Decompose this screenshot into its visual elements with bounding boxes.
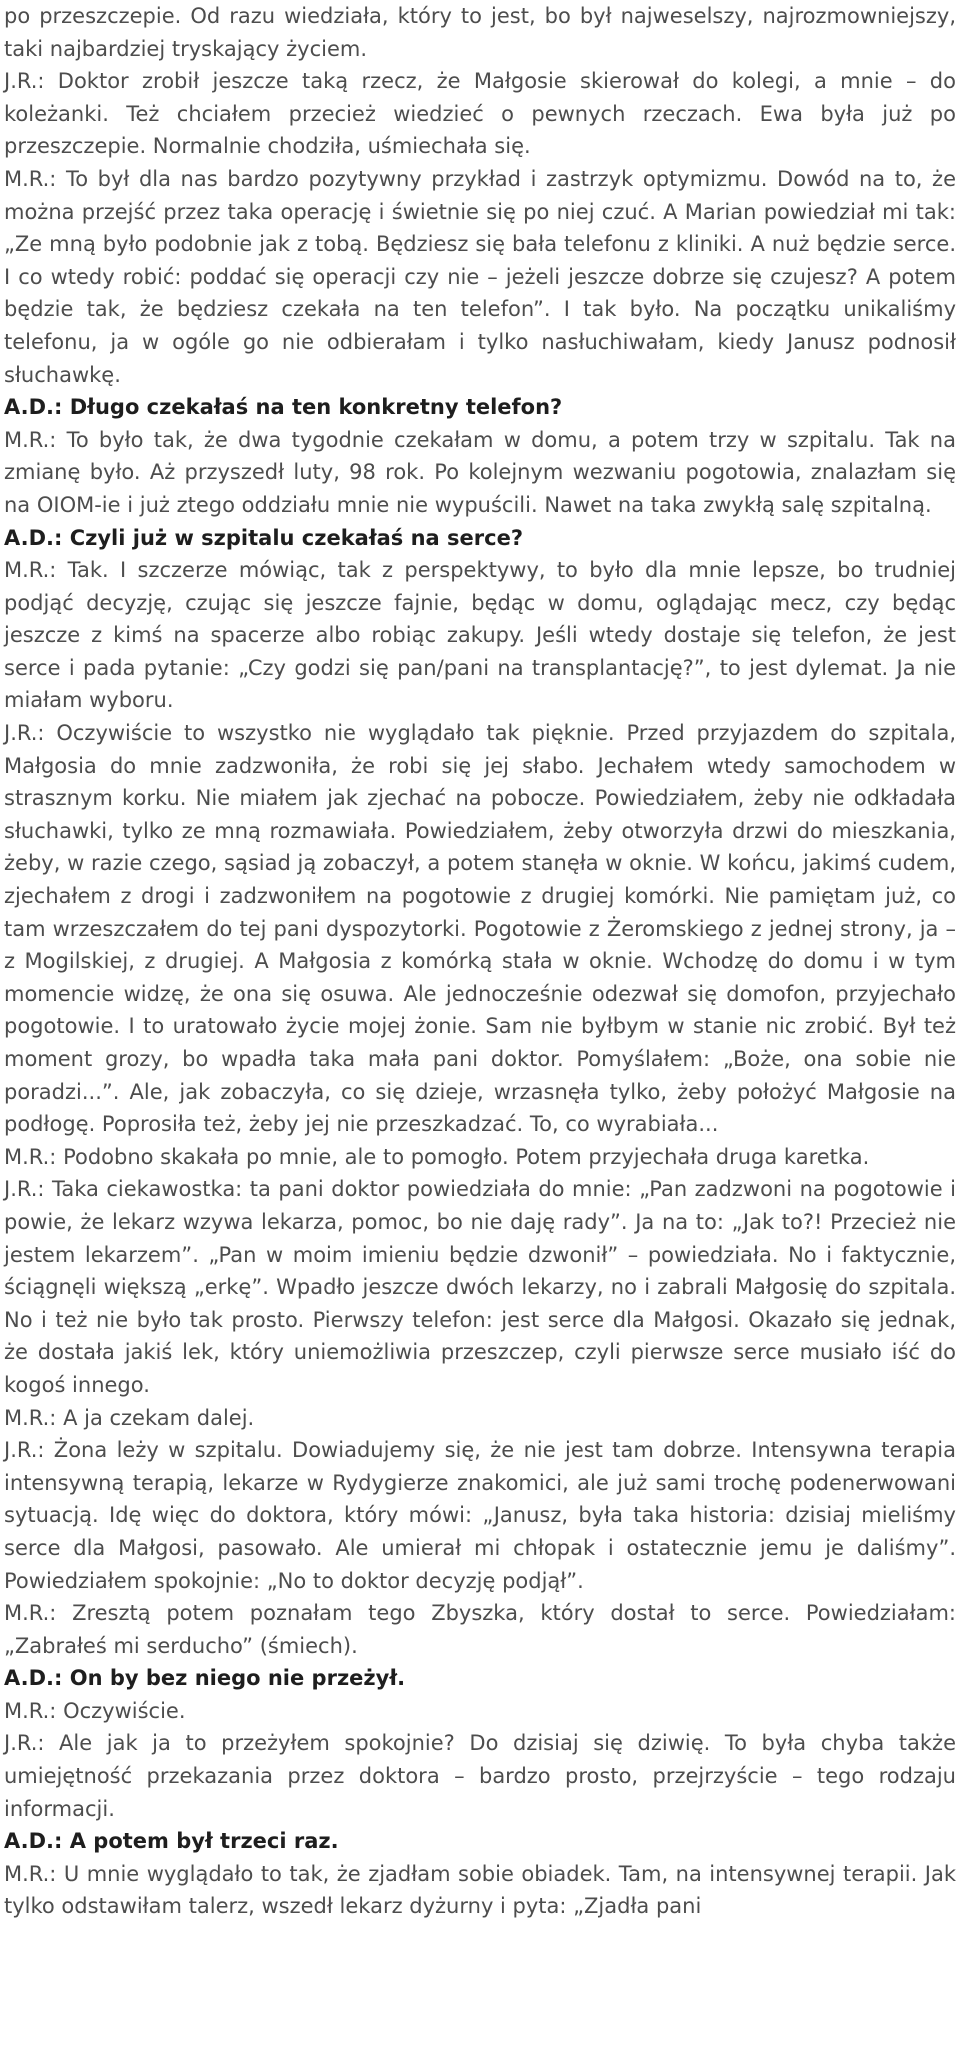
interview-paragraph: M.R.: Oczywiście.	[4, 1698, 186, 1723]
interview-paragraph: J.R.: Taka ciekawostka: ta pani doktor powiedziała do mnie: „Pan zadzwoni na pogotowie i powie, że lekarz wzywa lekarza, pomoc, bo nie daję rady”. Ja na to: „Jak to?! Przecież nie jestem lekarzem”. „Pan w moim imieniu będzie dzwonił” – powiedziała. No i faktycznie, ściągnęli większą „erkę”. Wpadło jeszcze dwóch lekarzy, no i zabrali Małgosię do szpitala. No i też nie było tak prosto. Pierwszy telefon: jest serce dla Małgosi. Okazało się jednak, że dostała jakiś lek, który uniemożliwia przeszczep, czyli pierwsze serce musiało iść do kogoś innego.	[4, 1177, 956, 1397]
interview-paragraph: M.R.: Zresztą potem poznałam tego Zbyszka, który dostał to serce. Powiedziałam: „Zabrałeś mi serducho” (śmiech).	[4, 1601, 956, 1658]
interview-question: A.D.: Długo czekałaś na ten konkretny telefon?	[4, 395, 563, 420]
interview-paragraph: M.R.: U mnie wyglądało to tak, że zjadłam sobie obiadek. Tam, na intensywnej terapii. Jak tylko odstawiłam talerz, wszedł lekarz dyżurny i pyta: „Zjadła pani	[4, 1861, 956, 1919]
interview-paragraph: M.R.: A ja czekam dalej.	[4, 1405, 255, 1430]
interview-paragraph: J.R.: Oczywiście to wszystko nie wyglądało tak pięknie. Przed przyjazdem do szpitala, Małgosia do mnie zadzwoniła, że robi się jej słabo. Jechałem wtedy samochodem w strasznym korku. Nie miałem jak zjechać na pobocze. Powiedziałem, żeby nie odkładała słuchawki, tylko ze mną rozmawiała. Powiedziałem, żeby otworzyła drzwi do mieszkania, żeby, w razie czego, sąsiad ją zobaczył, a potem stanęła w oknie. W końcu, jakimś cudem, zjechałem z drogi i zadzwoniłem na pogotowie z drugiej komórki. Nie pamiętam już, co tam wrzeszczałem do tej pani dyspozytorki. Pogotowie z Żeromskiego z jednej strony, ja – z Mogilskiej, z drugiej. A Małgosia z komórką stała w oknie. Wchodzę do domu i w tym momencie widzę, że ona się osuwa. Ale jednocześnie odezwał się domofon, przyjechało pogotowie. I to uratowało życie mojej żonie. Sam nie byłbym w stanie nic zrobić. Był też moment grozy, bo wpadła taka mała pani doktor. Pomyślałem: „Boże, ona sobie nie poradzi...”. Ale, jak zobaczyła, co się dzieje, wrzasnęła tylko, żeby położyć Małgosie na podłogę. Poprosiła też, żeby jej nie przeszkadzać. To, co wyrabiała...	[4, 721, 956, 1137]
interview-paragraph: J.R.: Doktor zrobił jeszcze taką rzecz, że Małgosie skierował do kolegi, a mnie – do koleżanki. Też chciałem przecież wiedzieć o pewnych rzeczach. Ewa była już po przeszczepie. Normalnie chodziła, uśmiechała się.	[4, 69, 956, 159]
interview-paragraph: M.R.: To był dla nas bardzo pozytywny przykład i zastrzyk optymizmu. Dowód na to, że można przejść przez taka operację i świetnie się po niej czuć. A Marian powiedział mi tak: „Ze mną było podobnie jak z tobą. Będziesz się bała telefonu z kliniki. A nuż będzie serce. I co wtedy robić: poddać się operacji czy nie – jeżeli jeszcze dobrze się czujesz? A potem będzie tak, że będziesz czekała na ten telefon”. I tak było. Na początku unikaliśmy telefonu, ja w ogóle go nie odbierałam i tylko nasłuchiwałam, kiedy Janusz podnosił słuchawkę.	[4, 166, 956, 387]
interview-paragraph: po przeszczepie. Od razu wiedziała, który to jest, bo był najweselszy, najrozmowniejszy, taki najbardziej tryskający życiem.	[4, 4, 956, 61]
interview-question: A.D.: A potem był trzeci raz.	[4, 1829, 339, 1854]
interview-paragraph: M.R.: Podobno skakała po mnie, ale to pomogło. Potem przyjechała druga karetka.	[4, 1144, 870, 1169]
interview-paragraph: M.R.: To było tak, że dwa tygodnie czekałam w domu, a potem trzy w szpitalu. Tak na zmianę było. Aż przyszedł luty, 98 rok. Po kolejnym wezwaniu pogotowia, znalazłam się na OIOM-ie i już ztego oddziału mnie nie wypuścili. Nawet na taka zwykłą salę szpitalną.	[4, 427, 956, 517]
interview-paragraph: J.R.: Ale jak ja to przeżyłem spokojnie? Do dzisiaj się dziwię. To była chyba także umiejętność przekazania przez doktora – bardzo prosto, przejrzyście – tego rodzaju informacji.	[4, 1731, 956, 1821]
interview-paragraph: J.R.: Żona leży w szpitalu. Dowiadujemy się, że nie jest tam dobrze. Intensywna terapia intensywną terapią, lekarze w Rydygierze znakomici, ale już sami trochę podenerwowani sytuacją. Idę więc do doktora, który mówi: „Janusz, była taka historia: dzisiaj mieliśmy serce dla Małgosi, pasowało. Ale umierał mi chłopak i ostatecznie jemu je daliśmy”. Powiedziałem spokojnie: „No to doktor decyzję podjął”.	[4, 1438, 956, 1593]
interview-question: A.D.: Czyli już w szpitalu czekałaś na serce?	[4, 525, 524, 550]
interview-paragraph: M.R.: Tak. I szczerze mówiąc, tak z perspektywy, to było dla mnie lepsze, bo trudniej podjąć decyzję, czując się jeszcze fajnie, będąc w domu, oglądając mecz, czy będąc jeszcze z kimś na spacerze albo robiąc zakupy. Jeśli wtedy dostaje się telefon, że jest serce i pada pytanie: „Czy godzi się pan/pani na transplantację?”, to jest dylemat. Ja nie miałam wyboru.	[4, 558, 956, 713]
interview-question: A.D.: On by bez niego nie przeżył.	[4, 1666, 406, 1691]
